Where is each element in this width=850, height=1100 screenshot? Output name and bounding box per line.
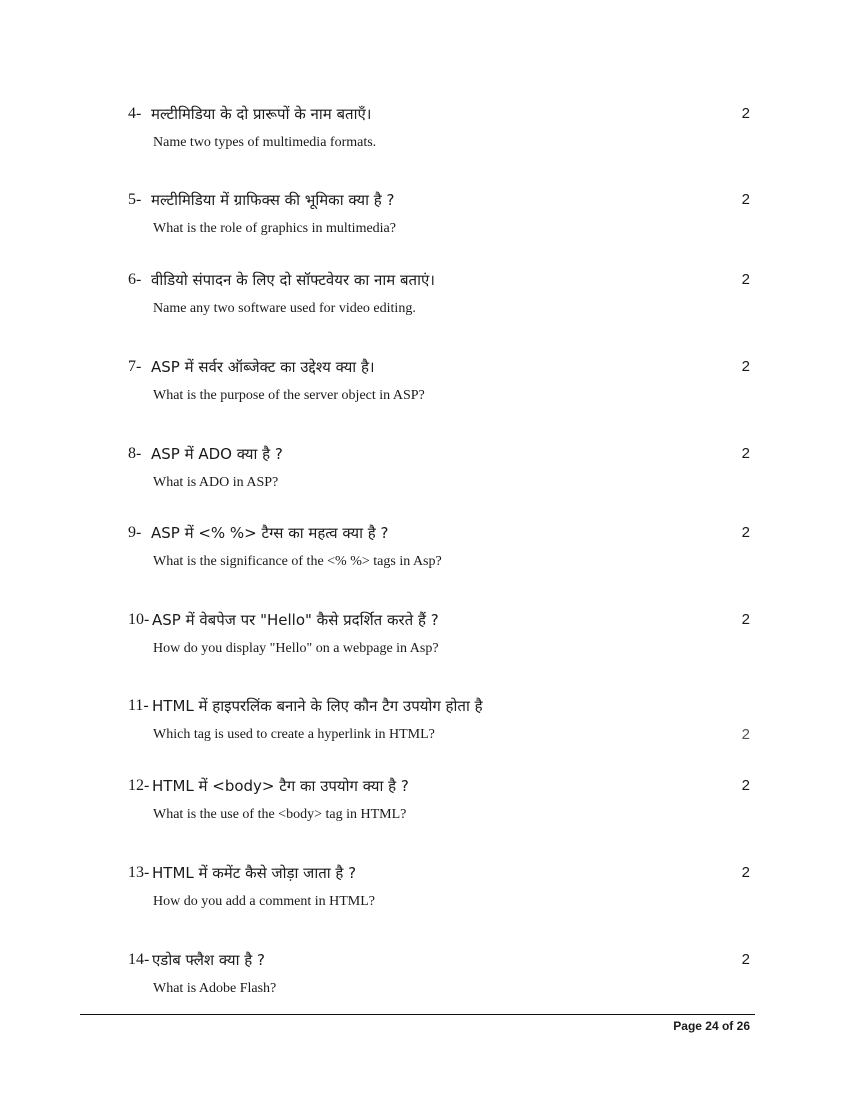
question-item (128, 694, 750, 745)
question-number: 5- (128, 191, 142, 208)
question-item (128, 268, 750, 319)
question-text-hindi: ASP में वेबपेज पर "Hello" कैसे प्रदर्शित करते हैं ? (152, 611, 439, 629)
question-english-label: Name any two software used for video editing. (153, 301, 416, 316)
question-english-label: What is ADO in ASP? (153, 475, 279, 490)
question-text-english (128, 805, 750, 825)
question-text-hindi: HTML में हाइपरलिंक बनाने के लिए कौन टैग उपयोग होता है (152, 697, 483, 715)
question-hindi-line (128, 521, 750, 545)
question-number: 6- (128, 271, 142, 288)
question-item (128, 442, 750, 493)
question-item (128, 608, 750, 659)
question-english-label: What is Adobe Flash? (153, 981, 277, 996)
question-marks: 2 (741, 445, 750, 462)
question-item (128, 355, 750, 406)
question-number: 7- (128, 358, 142, 375)
question-number: 9- (128, 524, 142, 541)
question-english-label: What is the purpose of the server object in ASP? (153, 388, 425, 403)
question-number: 14- (128, 951, 150, 968)
question-marks: 2 (741, 358, 750, 375)
question-text-english (128, 299, 750, 319)
question-text-hindi: ASP में ADO क्या है ? (151, 445, 283, 463)
question-text-hindi: ASP में सर्वर ऑब्जेक्ट का उद्देश्य क्या है। (151, 358, 375, 376)
question-marks: 2 (741, 777, 750, 794)
question-hindi-line (128, 268, 750, 292)
question-number: 8- (128, 445, 142, 462)
question-number: 12- (128, 777, 150, 794)
question-number: 13- (128, 864, 150, 881)
question-text-english (128, 386, 750, 406)
question-marks: 2 (741, 191, 750, 208)
question-hindi-line (128, 694, 750, 718)
question-number: 4- (128, 105, 142, 122)
question-marks: 2 (741, 611, 750, 628)
question-item (128, 861, 750, 912)
question-text-english (128, 473, 750, 493)
question-english-label: What is the role of graphics in multimedia? (153, 221, 396, 236)
question-marks: 2 (741, 951, 750, 968)
question-hindi-line (128, 442, 750, 466)
question-hindi-line (128, 102, 750, 126)
question-english-label: What is the significance of the <% %> tags in Asp? (153, 554, 442, 569)
question-item (128, 521, 750, 572)
question-hindi-line (128, 608, 750, 632)
question-item (128, 948, 750, 999)
question-text-hindi: मल्टीमिडिया के दो प्रारूपों के नाम बताएँ। (151, 105, 372, 123)
question-english-label: What is the use of the <body> tag in HTML? (153, 807, 407, 822)
question-text-english (128, 979, 750, 999)
question-text-english (128, 219, 750, 239)
question-item (128, 774, 750, 825)
question-english-label: How do you add a comment in HTML? (153, 894, 376, 909)
question-english-label: How do you display "Hello" on a webpage in Asp? (153, 641, 439, 656)
question-text-english (128, 552, 750, 572)
question-hindi-line (128, 188, 750, 212)
question-english-label: Name two types of multimedia formats. (153, 135, 377, 150)
question-text-english (128, 725, 750, 745)
question-text-english (128, 892, 750, 912)
question-text-hindi: ASP में <% %> टैग्स का महत्व क्या है ? (151, 524, 389, 542)
question-text-hindi: मल्टीमिडिया में ग्राफिक्स की भूमिका क्या है ? (151, 191, 395, 209)
question-hindi-line (128, 861, 750, 885)
footer-divider (80, 1014, 755, 1015)
question-number: 11- (128, 697, 149, 714)
question-text-hindi: एडोब फ्लैश क्या है ? (152, 951, 265, 969)
question-hindi-line (128, 948, 750, 972)
question-text-english (128, 133, 750, 153)
question-marks: 2 (741, 524, 750, 541)
question-number: 10- (128, 611, 150, 628)
question-marks: 2 (741, 726, 750, 743)
question-text-hindi: HTML में कमेंट कैसे जोड़ा जाता है ? (152, 864, 357, 882)
question-marks: 2 (741, 864, 750, 881)
page-number: Page 24 of 26 (673, 1019, 750, 1033)
question-text-english (128, 639, 750, 659)
question-item (128, 102, 750, 153)
question-marks: 2 (741, 105, 750, 122)
question-text-hindi: HTML में <body> टैग का उपयोग क्या है ? (152, 777, 409, 795)
question-marks: 2 (741, 271, 750, 288)
question-hindi-line (128, 355, 750, 379)
question-hindi-line (128, 774, 750, 798)
question-english-label: Which tag is used to create a hyperlink in HTML? (153, 727, 435, 742)
question-text-hindi: वीडियो संपादन के लिए दो सॉफ्टवेयर का नाम बताएं। (151, 271, 435, 289)
question-item (128, 188, 750, 239)
